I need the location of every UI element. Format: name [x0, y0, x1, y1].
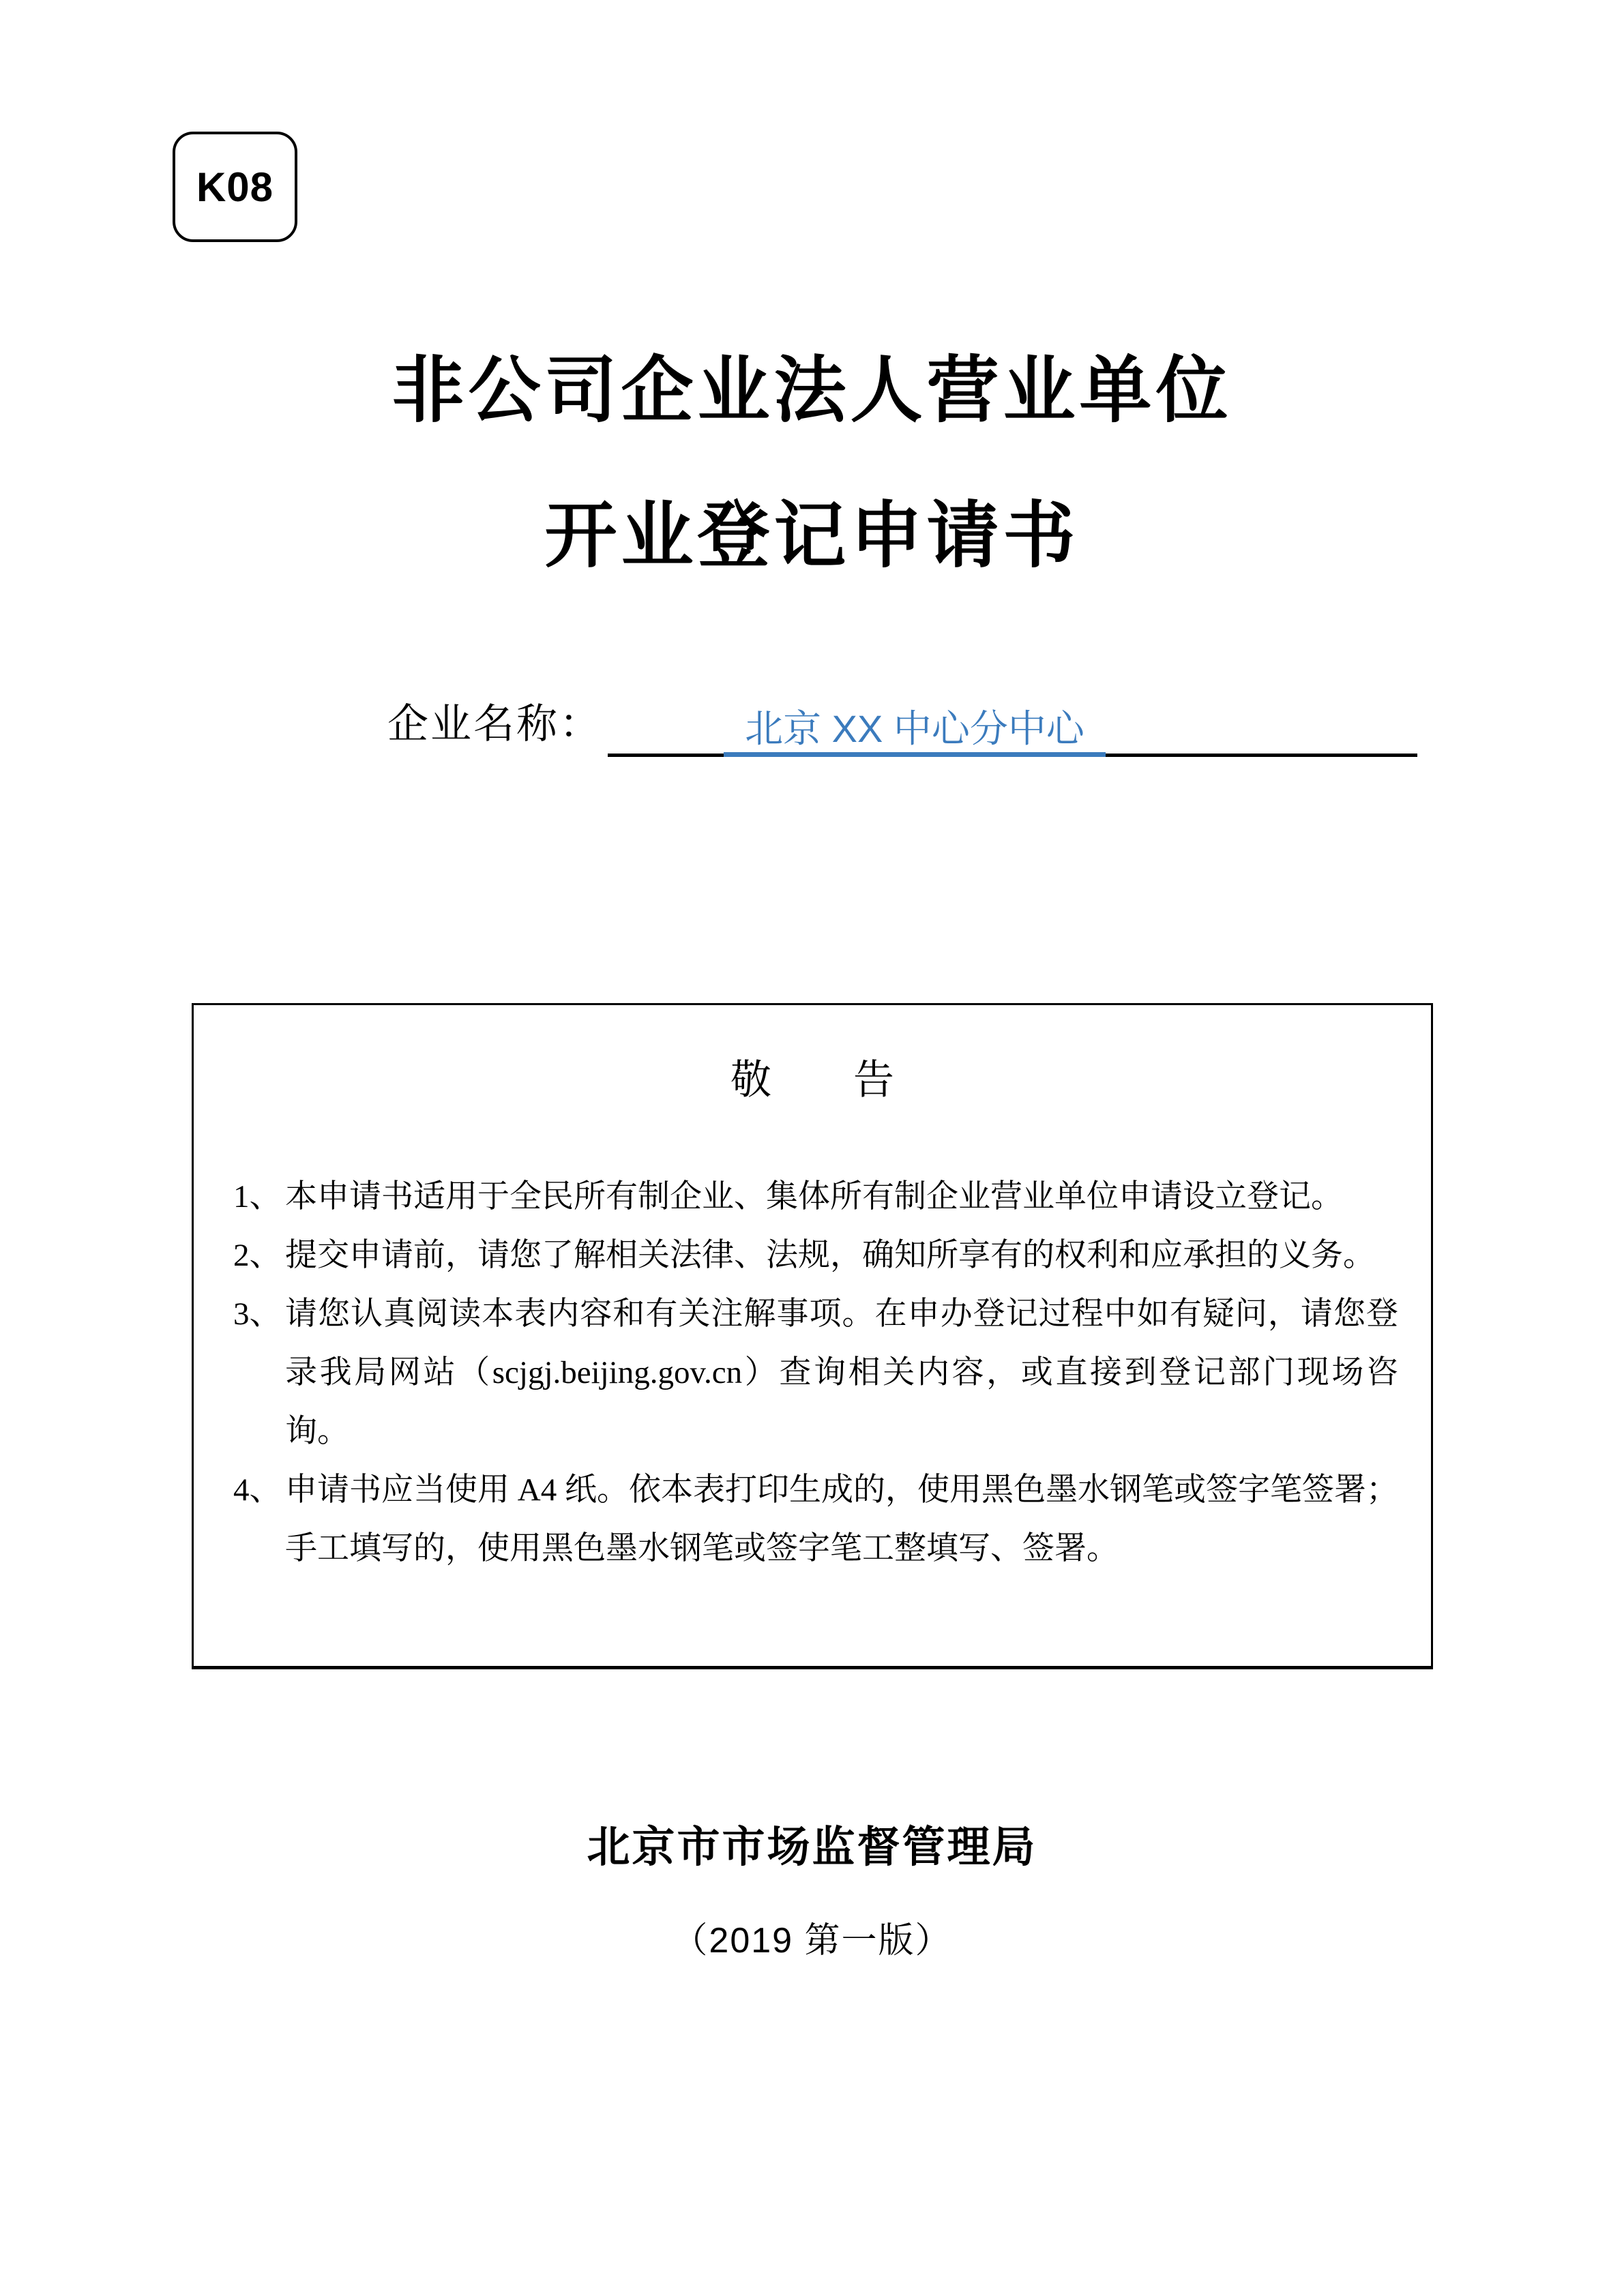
notice-item-text: 提交申请前，请您了解相关法律、法规，确知所享有的权利和应承担的义务。: [285, 1238, 1375, 1273]
notice-item-number: 3、: [233, 1296, 282, 1332]
form-title-line2: 开业登记申请书: [544, 496, 1080, 576]
notice-item-number: 4、: [233, 1472, 282, 1508]
issuing-authority-name: 北京市市场监督管理局: [587, 1823, 1037, 1871]
underline-segment-left: [608, 754, 724, 757]
notice-item-number: 1、: [233, 1179, 282, 1214]
enterprise-name-field: [608, 708, 1417, 757]
notice-item-number: 2、: [233, 1238, 282, 1273]
edition-label: （2019 第一版）: [672, 1921, 952, 1960]
enterprise-name-label: 企业名称：: [387, 702, 602, 747]
notice-item: [233, 1461, 1398, 1578]
notice-heading: 敬 告: [730, 1058, 894, 1103]
notice-item: [233, 1167, 1398, 1226]
notice-item: [233, 1226, 1398, 1285]
notice-item-text: 本申请书适用于全民所有制企业、集体所有制企业营业单位申请设立登记。: [285, 1179, 1343, 1214]
notice-item-text: 请您认真阅读本表内容和有关注解事项。在申办登记过程中如有疑问，请您登录我局网站（scjgj.beijing.gov.cn）查询相关内容，或直接到登记部门现场咨询。: [285, 1296, 1398, 1449]
notice-list: [233, 1167, 1398, 1578]
form-code-badge: K08: [173, 132, 297, 242]
notice-item-text: 申请书应当使用 A4 纸。依本表打印生成的，使用黑色墨水钢笔或签字笔签署；手工填写的，使用黑色墨水钢笔或签字笔工整填写、签署。: [285, 1472, 1398, 1566]
enterprise-name-value[interactable]: 北京 XX 中心分中心: [724, 708, 1106, 757]
notice-item: [233, 1285, 1398, 1461]
form-title-line1: 非公司企业法人营业单位: [392, 351, 1232, 431]
notice-box: [192, 1003, 1433, 1669]
underline-segment-right: [1106, 754, 1417, 757]
